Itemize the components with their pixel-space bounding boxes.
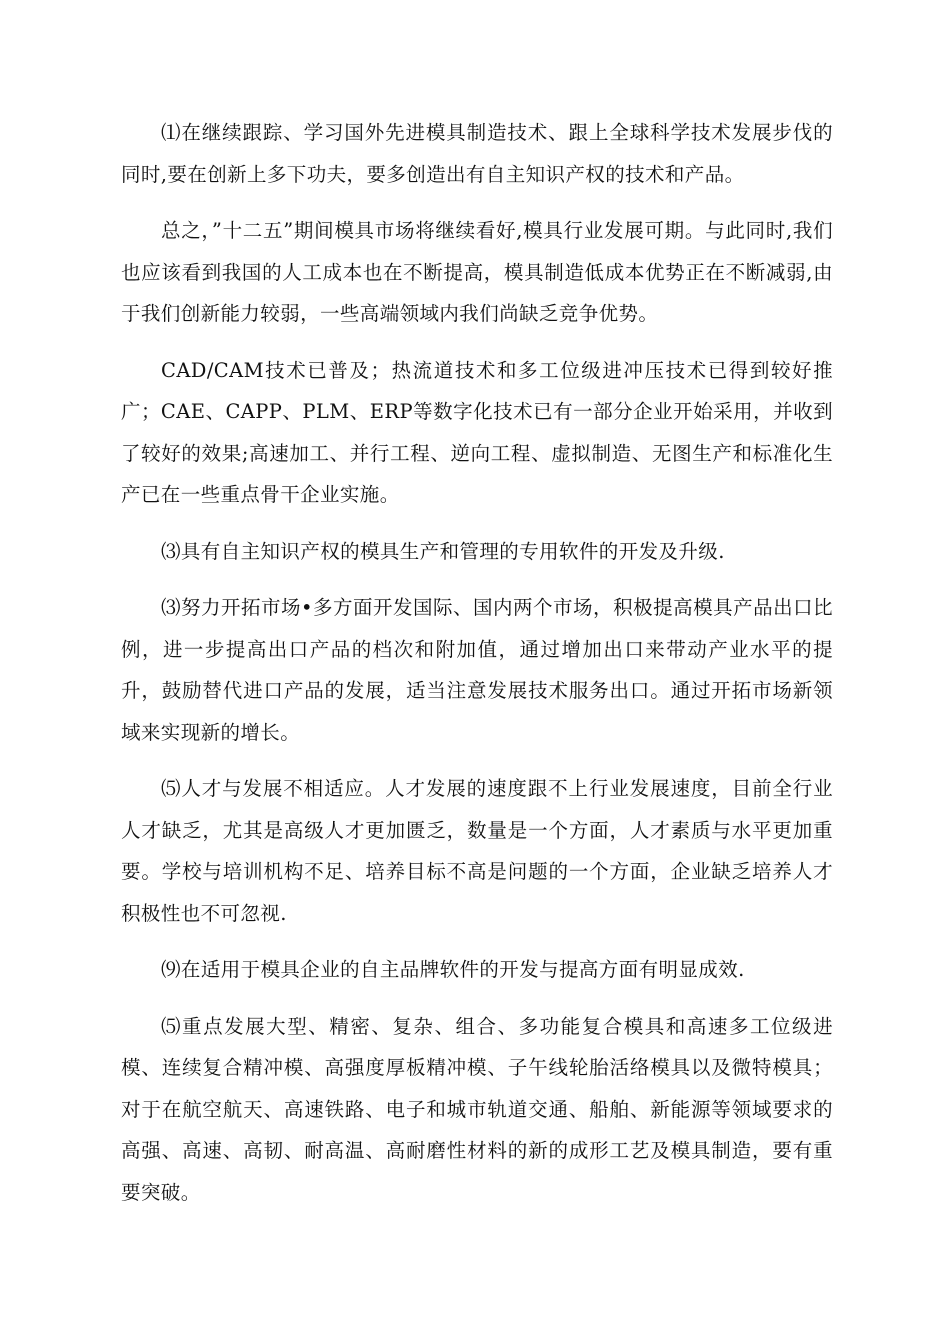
- paragraph-brand-software: ⑼在适用于模具企业的自主品牌软件的开发与提高方面有明显成效.: [161, 958, 745, 981]
- paragraph-digital-tech: CAD/CAM技术已普及；热流道技术和多工位级进冲压技术已得到较好推广；CAE、CAPP、PLM、ERP等数字化技术已有一部分企业开始采用，并收到了较好的效果;高速加工、并行工程、逆向工程、虚拟制造、无图生产和标准化生产已在一些重点骨干企业实施。: [121, 358, 833, 506]
- paragraph-key-development: ⑸重点发展大型、精密、复杂、组合、多功能复合模具和高速多工位级进模、连续复合精冲模、高强度厚板精冲模、子午线轮胎活络模具以及微特模具；对于在航空航天、高速铁路、电子和城市轨道交通、船舶、新能源等领域要求的高强、高速、高韧、耐高温、高耐磨性材料的新的成形工艺及模具制造，要有重要突破。: [121, 1014, 833, 1204]
- paragraph-market: ⑶努力开拓市场•多方面开发国际、国内两个市场，积极提高模具产品出口比例，进一步提高出口产品的档次和附加值，通过增加出口来带动产业水平的提升，鼓励替代进口产品的发展，适当注意发展技术服务出口。通过开拓市场新领域来实现新的增长。: [121, 596, 833, 744]
- paragraph-talent: ⑸人才与发展不相适应。人才发展的速度跟不上行业发展速度，目前全行业人才缺乏，尤其是高级人才更加匮乏，数量是一个方面，人才素质与水平更加重要。学校与培训机构不足、培养目标不高是问题的一个方面，企业缺乏培养人才积极性也不可忽视.: [121, 777, 833, 925]
- document-body: [121, 112, 833, 1228]
- paragraph-innovation: ⑴在继续跟踪、学习国外先进模具制造技术、跟上全球科学技术发展步伐的同时,要在创新上多下功夫，要多创造出有自主知识产权的技术和产品。: [121, 121, 833, 186]
- paragraph-software: ⑶具有自主知识产权的模具生产和管理的专用软件的开发及升级.: [161, 539, 725, 563]
- paragraph-summary: 总之，”十二五”期间模具市场将继续看好,模具行业发展可期。与此同时,我们也应该看到我国的人工成本也在不断提高，模具制造低成本优势正在不断减弱,由于我们创新能力较弱，一些高端领域内我们尚缺乏竞争优势。: [121, 219, 833, 325]
